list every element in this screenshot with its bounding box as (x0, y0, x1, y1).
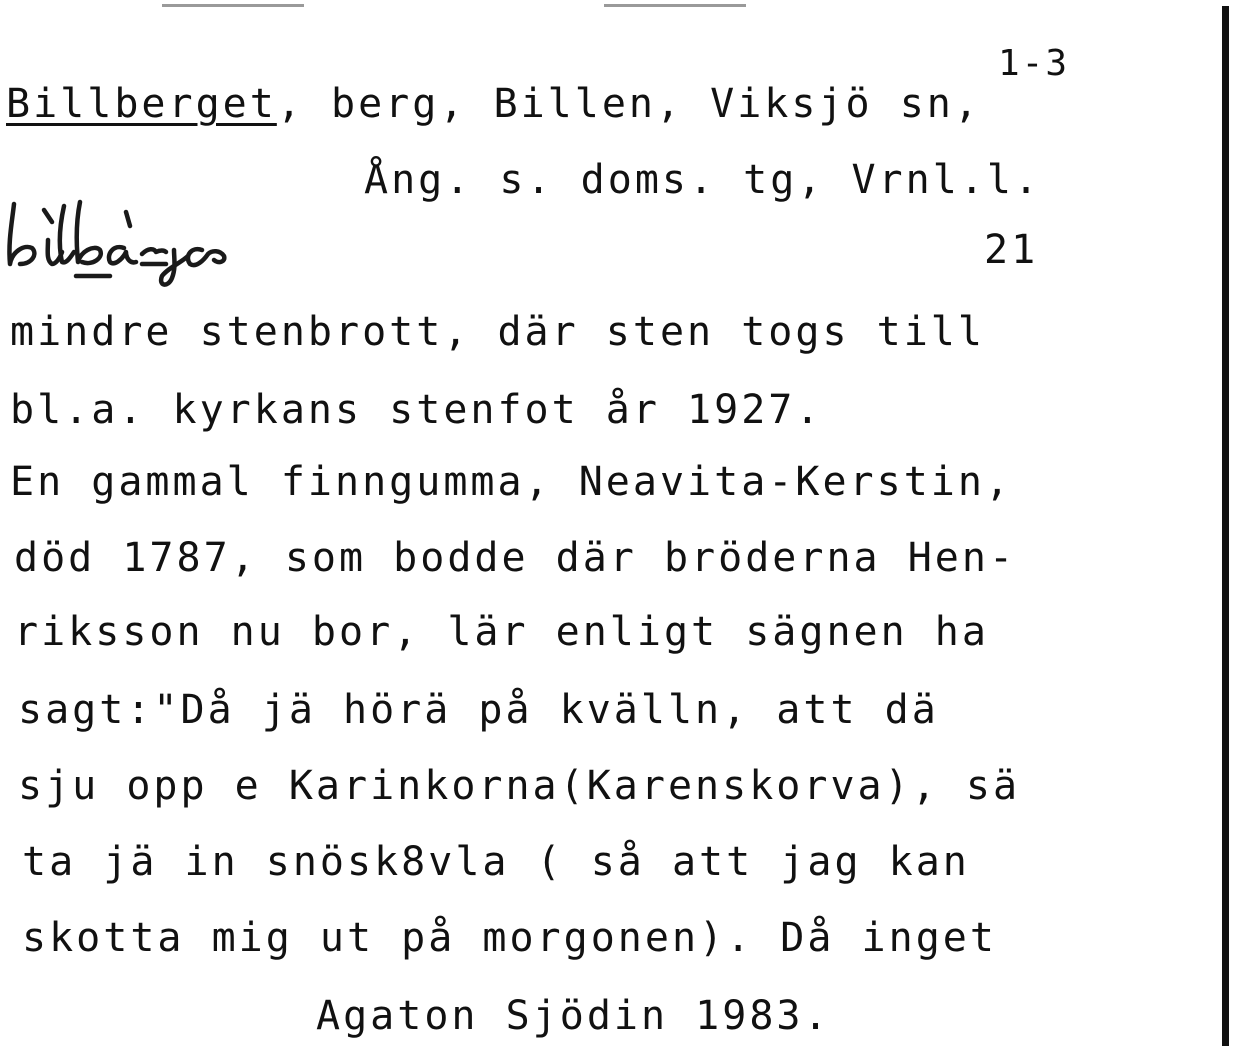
scan-mark-center (604, 4, 746, 7)
body-line-4: död 1787, som bodde där bröderna Hen- (14, 535, 1017, 581)
body-line-5: riksson nu bor, lär enligt sägnen ha (14, 609, 989, 655)
card-number: 1-3 (998, 43, 1070, 84)
header-rest: , berg, Billen, Viksjö sn, (276, 81, 981, 127)
map-reference: 21 (984, 227, 1039, 273)
body-line-6: sagt:"Då jä hörä på kvälln, att dä (18, 687, 939, 733)
signature: Agaton Sjödin 1983. (316, 993, 831, 1039)
card-edge (1222, 6, 1229, 1046)
body-line-3: En gammal finngumma, Neavita-Kerstin, (10, 459, 1013, 505)
header-line-1 (6, 81, 981, 127)
body-line-1: mindre stenbrott, där sten togs till (10, 309, 985, 355)
body-line-2: bl.a. kyrkans stenfot år 1927. (10, 387, 823, 433)
body-line-7: sju opp e Karinkorna(Karenskorva), sä (18, 763, 1021, 809)
header-line-2: Ång. s. doms. tg, Vrnl.l. (364, 157, 1042, 203)
scan-mark-left (162, 4, 304, 7)
body-line-8: ta jä in snösk8vla ( så att jag kan (22, 839, 970, 885)
body-line-9: skotta mig ut på morgonen). Då inget (22, 915, 997, 961)
headword: Billberget (6, 81, 277, 127)
dialect-form-handwriting (6, 192, 376, 292)
